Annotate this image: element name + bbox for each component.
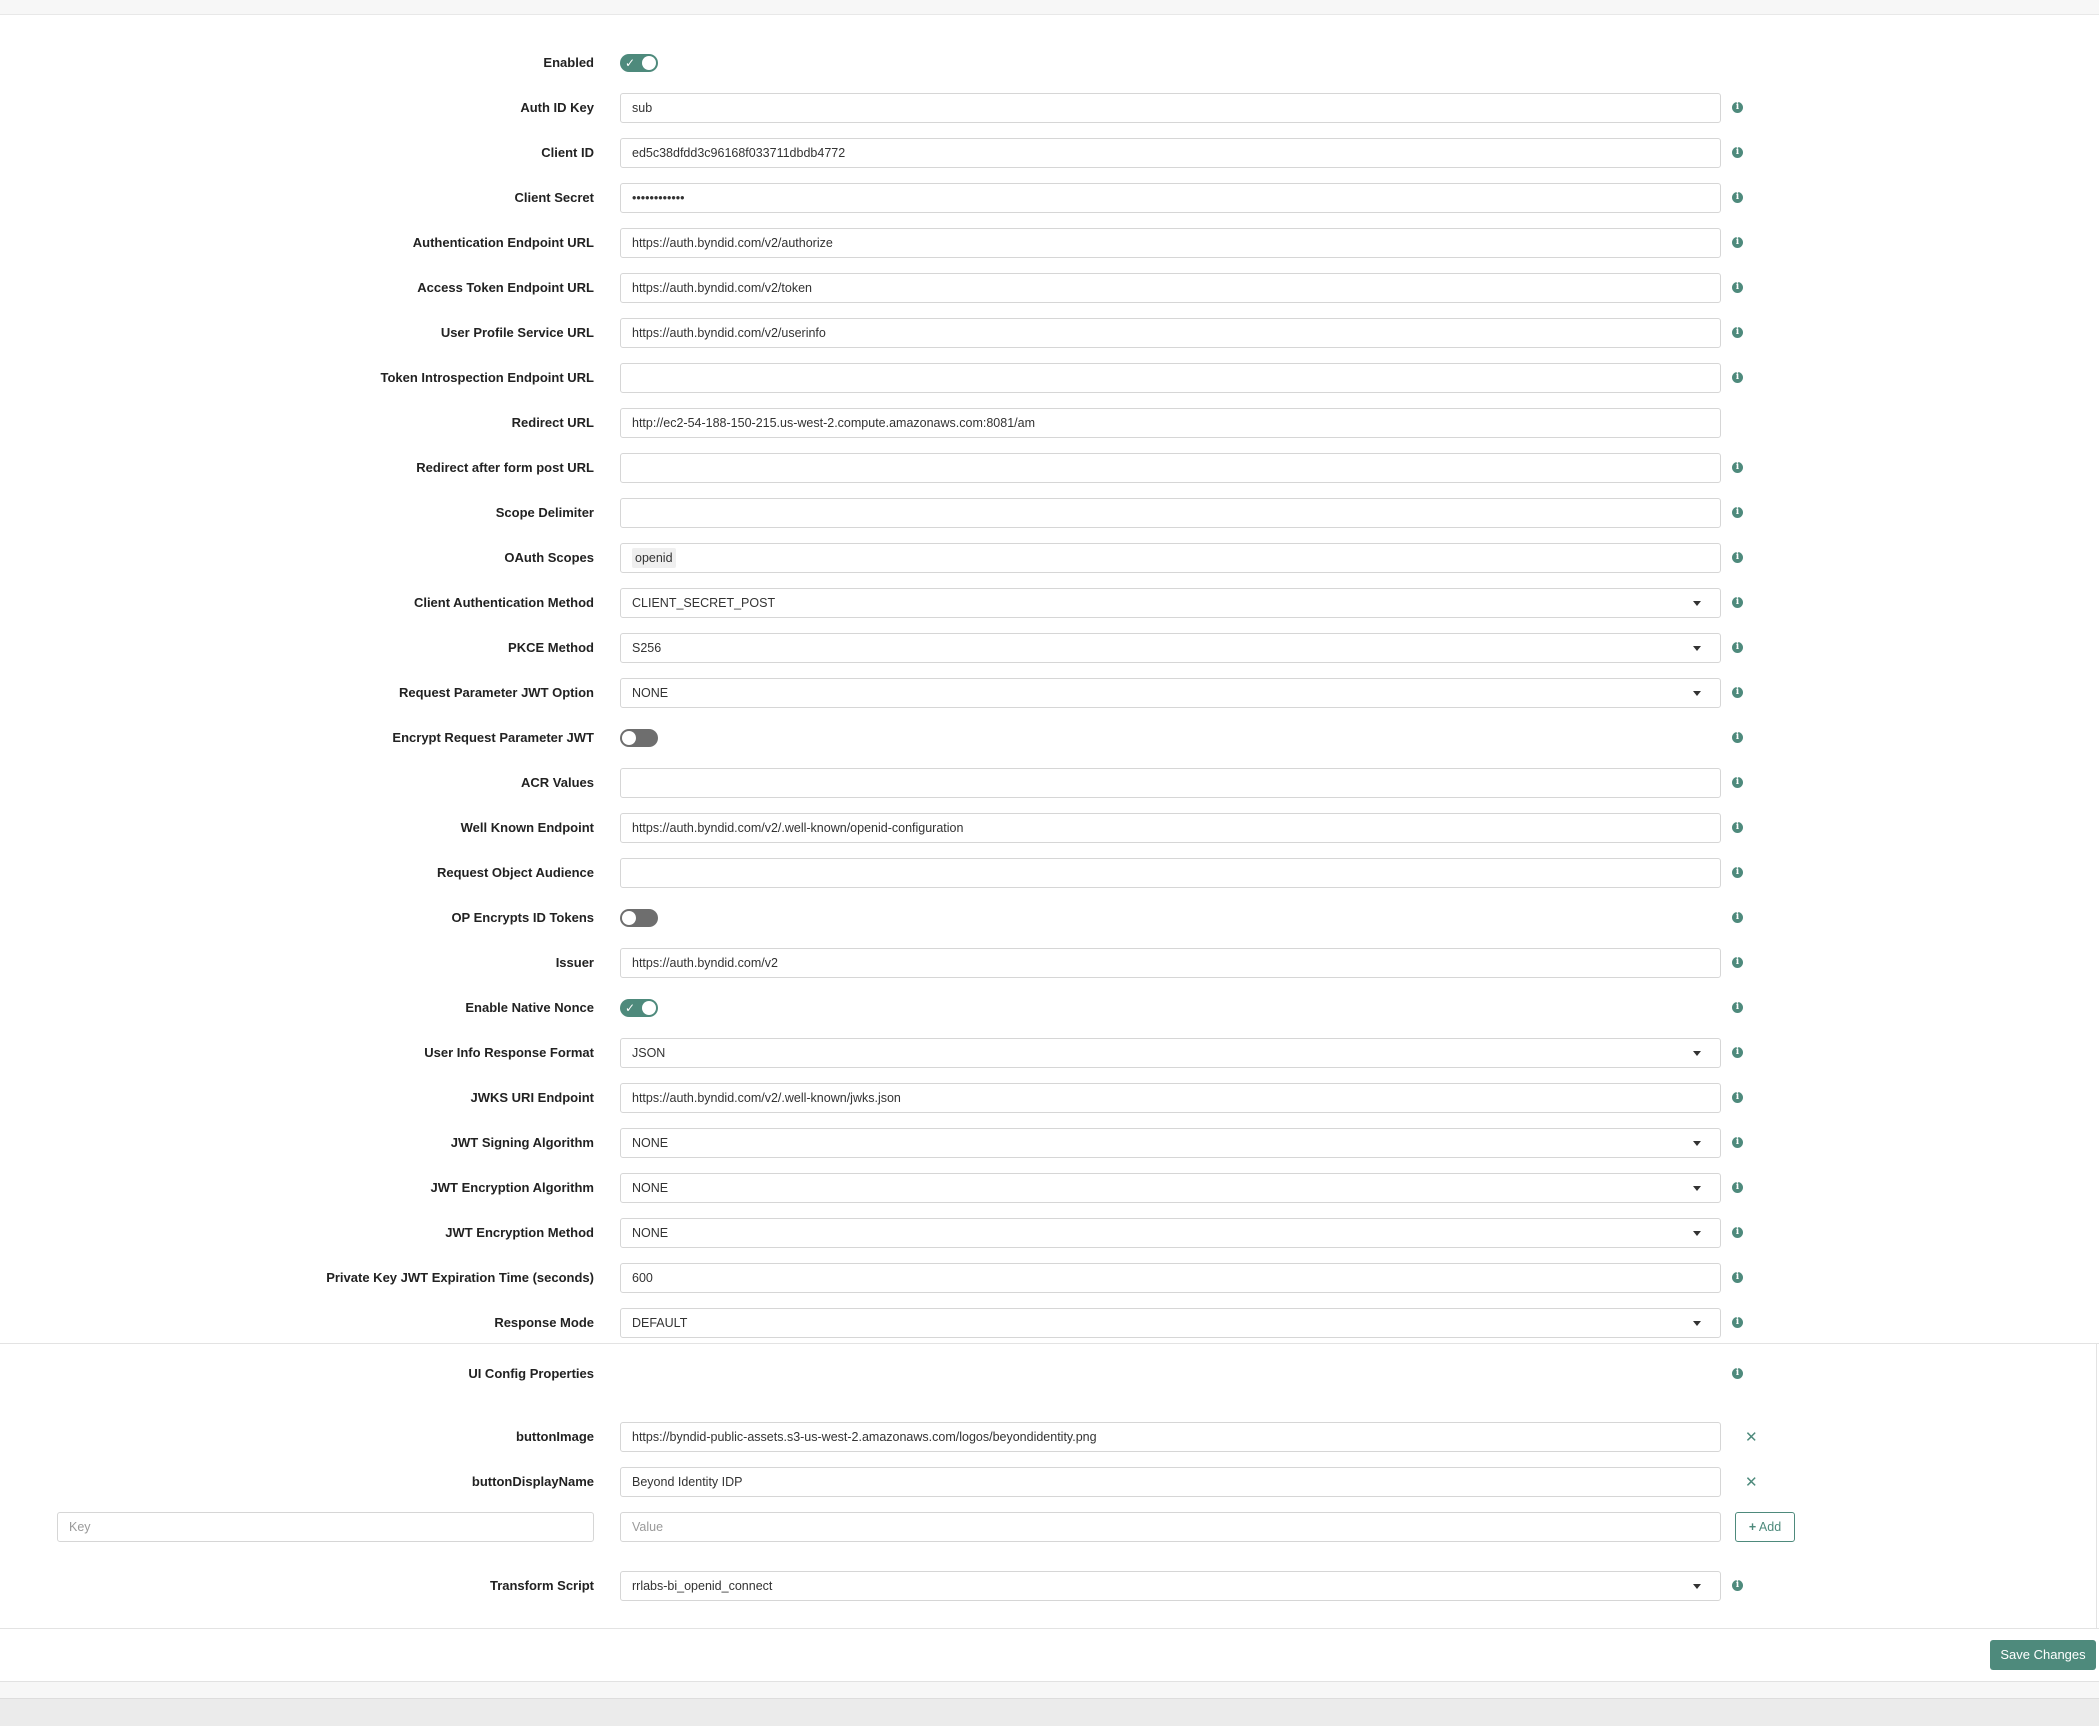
jwt-encryption-method-row <box>0 1216 2099 1250</box>
enable-native-nonce-row <box>0 991 2099 1025</box>
panel-footer-strip <box>0 1681 2099 1698</box>
oauth-scopes-row <box>0 541 2099 575</box>
token-introspection-endpoint-url-row <box>0 361 2099 395</box>
times-icon[interactable]: ✕ <box>1745 1473 1758 1491</box>
info-circle-icon[interactable]: i <box>1732 822 1743 833</box>
client-secret-label: Client Secret <box>514 190 594 205</box>
issuer-input[interactable]: https://auth.byndid.com/v2 <box>620 948 1721 978</box>
pkce-method-select[interactable]: S256 <box>620 633 1721 663</box>
token-introspection-endpoint-url-label: Token Introspection Endpoint URL <box>380 370 594 385</box>
request-parameter-jwt-option-label: Request Parameter JWT Option <box>398 685 594 700</box>
info-circle-icon[interactable]: i <box>1732 777 1743 788</box>
client-authentication-method-select[interactable]: CLIENT_SECRET_POST <box>620 588 1721 618</box>
enable-native-nonce-toggle[interactable] <box>620 999 658 1017</box>
ui-config-value-input[interactable]: Value <box>620 1512 1721 1542</box>
user-info-response-format-row <box>0 1036 2099 1070</box>
transform-script-select[interactable]: rrlabs-bi_openid_connect <box>620 1571 1721 1601</box>
redirect-url-label: Redirect URL <box>511 415 594 430</box>
ui-config-value-field[interactable]: https://byndid-public-assets.s3-us-west-2.amazonaws.com/logos/beyondidentity.png <box>620 1422 1721 1452</box>
caret-down-icon[interactable] <box>1693 1141 1701 1146</box>
acr-values-label: ACR Values <box>521 775 594 790</box>
well-known-endpoint-label: Well Known Endpoint <box>460 820 594 835</box>
user-profile-service-url-label: User Profile Service URL <box>440 325 594 340</box>
user-profile-service-url-row <box>0 316 2099 350</box>
acr-values-row <box>0 766 2099 800</box>
jwt-encryption-algorithm-row <box>0 1171 2099 1205</box>
scope-delimiter-label: Scope Delimiter <box>495 505 594 520</box>
auth-id-key-label: Auth ID Key <box>520 100 594 115</box>
info-circle-icon[interactable]: i <box>1732 597 1743 608</box>
caret-down-icon[interactable] <box>1693 646 1701 651</box>
jwt-encryption-algorithm-label: JWT Encryption Algorithm <box>430 1180 594 1195</box>
request-object-audience-row <box>0 856 2099 890</box>
info-circle-icon[interactable]: i <box>1732 957 1743 968</box>
transform-script-row <box>0 1569 2099 1603</box>
ui-config-properties-label: UI Config Properties <box>468 1366 594 1381</box>
info-circle-icon[interactable]: i <box>1732 642 1743 653</box>
check-icon: ✓ <box>625 56 636 70</box>
jwt-encryption-method-label: JWT Encryption Method <box>445 1225 594 1240</box>
redirect-after-form-post-url-label: Redirect after form post URL <box>416 460 594 475</box>
enabled-toggle[interactable] <box>620 54 658 72</box>
request-object-audience-input[interactable] <box>620 858 1721 888</box>
acr-values-input[interactable] <box>620 768 1721 798</box>
oauth-scopes-label: OAuth Scopes <box>504 550 594 565</box>
client-secret-input[interactable]: •••••••••••• <box>620 183 1721 213</box>
caret-down-icon[interactable] <box>1693 1231 1701 1236</box>
ui-config-entry <box>0 1420 2099 1454</box>
ui-config-entry <box>0 1465 2099 1499</box>
encrypt-request-parameter-jwt-row <box>0 721 2099 755</box>
client-authentication-method-row <box>0 586 2099 620</box>
ui-config-properties-row <box>0 1357 2099 1391</box>
info-circle-icon[interactable]: i <box>1732 912 1743 923</box>
jwt-signing-algorithm-row <box>0 1126 2099 1160</box>
response-mode-row <box>0 1306 2099 1340</box>
caret-down-icon[interactable] <box>1693 1186 1701 1191</box>
info-circle-icon[interactable]: i <box>1732 1047 1743 1058</box>
info-circle-icon[interactable]: i <box>1732 687 1743 698</box>
auth-id-key-row <box>0 91 2099 125</box>
authentication-endpoint-url-input[interactable]: https://auth.byndid.com/v2/authorize <box>620 228 1721 258</box>
add-button-label: Add <box>1758 1520 1782 1534</box>
info-circle-icon[interactable]: i <box>1732 552 1743 563</box>
client-id-label: Client ID <box>541 145 594 160</box>
info-circle-icon[interactable]: i <box>1732 1227 1743 1238</box>
access-token-endpoint-url-label: Access Token Endpoint URL <box>417 280 594 295</box>
add-button[interactable] <box>1735 1512 1795 1542</box>
user-info-response-format-label: User Info Response Format <box>424 1045 594 1060</box>
info-circle-icon[interactable]: i <box>1732 1092 1743 1103</box>
access-token-endpoint-url-row <box>0 271 2099 305</box>
ui-config-key-label: buttonImage <box>516 1429 594 1444</box>
redirect-url-row <box>0 406 2099 440</box>
info-circle-icon[interactable]: i <box>1732 1368 1743 1379</box>
issuer-row <box>0 946 2099 980</box>
plus-icon: + <box>1748 1520 1757 1534</box>
jwks-uri-endpoint-label: JWKS URI Endpoint <box>470 1090 594 1105</box>
redirect-after-form-post-url-input[interactable] <box>620 453 1721 483</box>
caret-down-icon[interactable] <box>1693 1584 1701 1589</box>
pkce-method-row <box>0 631 2099 665</box>
jwt-encryption-algorithm-select[interactable]: NONE <box>620 1173 1721 1203</box>
info-circle-icon[interactable]: i <box>1732 507 1743 518</box>
info-circle-icon[interactable]: i <box>1732 1272 1743 1283</box>
info-circle-icon[interactable]: i <box>1732 1137 1743 1148</box>
user-info-response-format-select[interactable]: JSON <box>620 1038 1721 1068</box>
save-changes-button[interactable]: Save Changes <box>1990 1640 2096 1670</box>
redirect-url-input[interactable]: http://ec2-54-188-150-215.us-west-2.compute.amazonaws.com:8081/am <box>620 408 1721 438</box>
info-circle-icon[interactable]: i <box>1732 1317 1743 1328</box>
client-id-row <box>0 136 2099 170</box>
info-circle-icon[interactable]: i <box>1732 237 1743 248</box>
caret-down-icon[interactable] <box>1693 1321 1701 1326</box>
auth-id-key-input[interactable]: sub <box>620 93 1721 123</box>
issuer-label: Issuer <box>555 955 594 970</box>
authentication-endpoint-url-label: Authentication Endpoint URL <box>412 235 594 250</box>
ui-config-key-input[interactable]: Key <box>57 1512 594 1542</box>
private-key-jwt-expiration-time-input[interactable]: 600 <box>620 1263 1721 1293</box>
toggle-knob <box>642 56 656 70</box>
jwks-uri-endpoint-input[interactable]: https://auth.byndid.com/v2/.well-known/jwks.json <box>620 1083 1721 1113</box>
info-circle-icon[interactable]: i <box>1732 192 1743 203</box>
client-id-input[interactable]: ed5c38dfdd3c96168f033711dbdb4772 <box>620 138 1721 168</box>
encrypt-request-parameter-jwt-toggle[interactable] <box>620 729 658 747</box>
page-footer <box>0 1698 2099 1726</box>
info-circle-icon[interactable]: i <box>1732 867 1743 878</box>
info-circle-icon[interactable]: i <box>1732 1580 1743 1591</box>
info-circle-icon[interactable]: i <box>1732 732 1743 743</box>
enabled-label: Enabled <box>543 55 594 70</box>
op-encrypts-id-tokens-row <box>0 901 2099 935</box>
caret-down-icon[interactable] <box>1693 601 1701 606</box>
access-token-endpoint-url-input[interactable]: https://auth.byndid.com/v2/token <box>620 273 1721 303</box>
encrypt-request-parameter-jwt-label: Encrypt Request Parameter JWT <box>392 730 594 745</box>
request-parameter-jwt-option-select[interactable]: NONE <box>620 678 1721 708</box>
oauth-scopes-input[interactable] <box>620 543 1721 573</box>
authentication-endpoint-url-row <box>0 226 2099 260</box>
private-key-jwt-expiration-time-row <box>0 1261 2099 1295</box>
jwt-signing-algorithm-label: JWT Signing Algorithm <box>450 1135 594 1150</box>
info-circle-icon[interactable]: i <box>1732 1002 1743 1013</box>
client-secret-row <box>0 181 2099 215</box>
caret-down-icon[interactable] <box>1693 691 1701 696</box>
ui-config-key-label: buttonDisplayName <box>471 1474 594 1489</box>
info-circle-icon[interactable]: i <box>1732 1182 1743 1193</box>
toggle-knob <box>642 1001 656 1015</box>
toggle-knob <box>622 911 636 925</box>
jwt-signing-algorithm-select[interactable]: NONE <box>620 1128 1721 1158</box>
redirect-after-form-post-url-row <box>0 451 2099 485</box>
op-encrypts-id-tokens-label: OP Encrypts ID Tokens <box>451 910 594 925</box>
info-circle-icon[interactable]: i <box>1732 372 1743 383</box>
response-mode-select[interactable]: DEFAULT <box>620 1308 1721 1338</box>
info-circle-icon[interactable]: i <box>1732 147 1743 158</box>
jwt-encryption-method-select[interactable]: NONE <box>620 1218 1721 1248</box>
op-encrypts-id-tokens-toggle[interactable] <box>620 909 658 927</box>
transform-script-label: Transform Script <box>489 1578 594 1593</box>
check-icon: ✓ <box>625 1001 636 1015</box>
token-introspection-endpoint-url-input[interactable] <box>620 363 1721 393</box>
scope-tag[interactable]: openid <box>632 548 676 568</box>
enable-native-nonce-label: Enable Native Nonce <box>465 1000 594 1015</box>
pkce-method-label: PKCE Method <box>508 640 594 655</box>
request-parameter-jwt-option-row <box>0 676 2099 710</box>
ui-config-new-entry <box>0 1510 2099 1544</box>
section-divider <box>0 1343 2099 1344</box>
info-circle-icon[interactable]: i <box>1732 462 1743 473</box>
enabled-row <box>0 46 2099 80</box>
request-object-audience-label: Request Object Audience <box>437 865 594 880</box>
ui-config-value-field[interactable]: Beyond Identity IDP <box>620 1467 1721 1497</box>
info-circle-icon[interactable]: i <box>1732 102 1743 113</box>
well-known-endpoint-row <box>0 811 2099 845</box>
times-icon[interactable]: ✕ <box>1745 1428 1758 1446</box>
info-circle-icon[interactable]: i <box>1732 282 1743 293</box>
scope-delimiter-input[interactable] <box>620 498 1721 528</box>
jwks-uri-endpoint-row <box>0 1081 2099 1115</box>
private-key-jwt-expiration-time-label: Private Key JWT Expiration Time (seconds) <box>326 1270 594 1285</box>
scope-delimiter-row <box>0 496 2099 530</box>
response-mode-label: Response Mode <box>494 1315 594 1330</box>
well-known-endpoint-input[interactable]: https://auth.byndid.com/v2/.well-known/openid-configuration <box>620 813 1721 843</box>
user-profile-service-url-input[interactable]: https://auth.byndid.com/v2/userinfo <box>620 318 1721 348</box>
toggle-knob <box>622 731 636 745</box>
caret-down-icon[interactable] <box>1693 1051 1701 1056</box>
client-authentication-method-label: Client Authentication Method <box>413 595 594 610</box>
info-circle-icon[interactable]: i <box>1732 327 1743 338</box>
section-divider-bottom <box>0 1628 2099 1629</box>
